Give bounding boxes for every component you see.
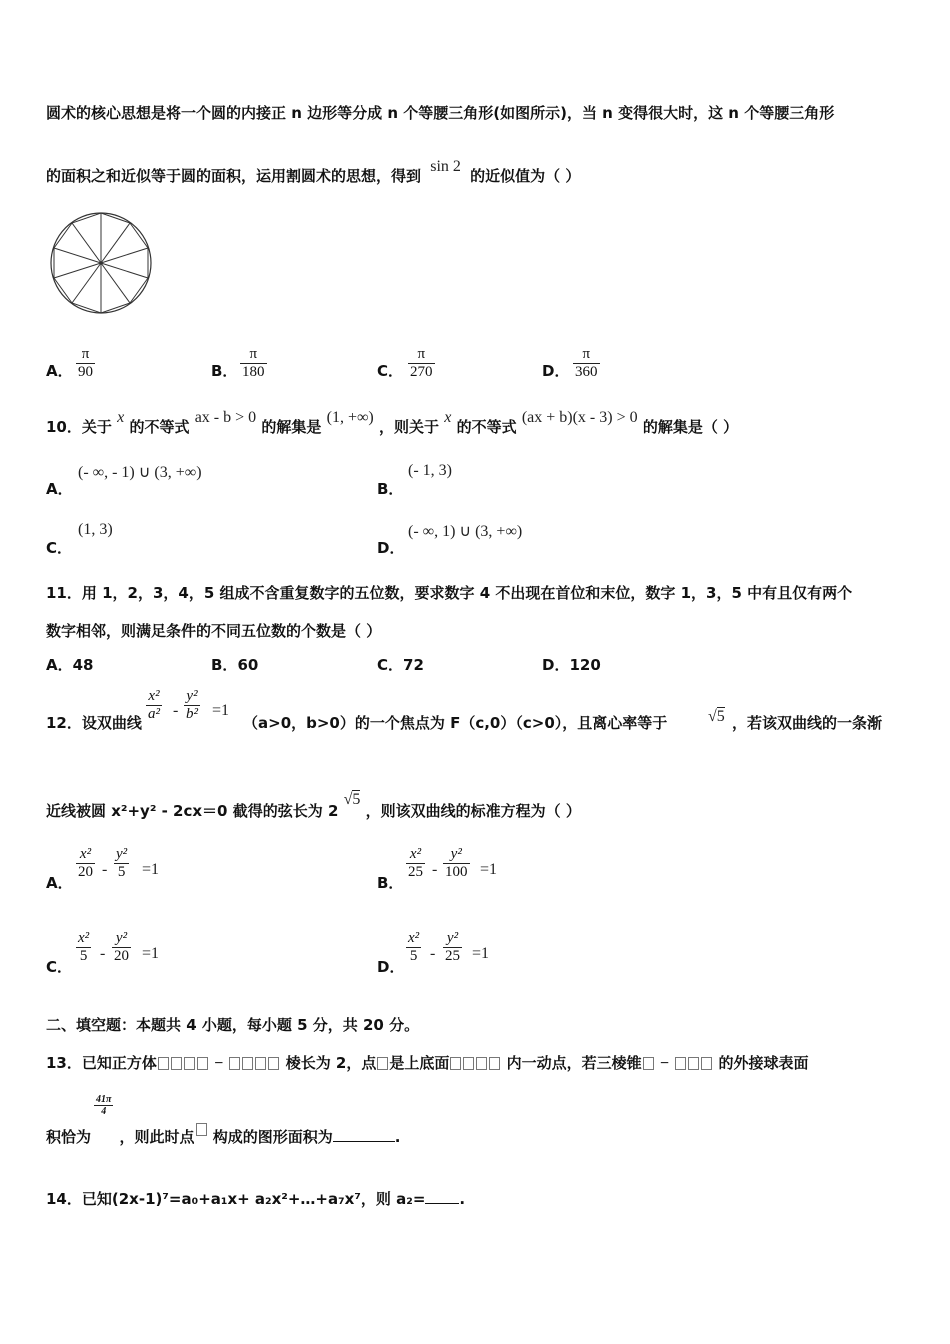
q12-prefix: 12．设双曲线	[46, 714, 142, 732]
q9-option-a-label: A．	[46, 362, 73, 380]
q11-option-b: B．60	[211, 656, 259, 674]
q9-line2: 的面积之和近似等于圆的面积，运用割圆术的思想，得到 sin 2 的近似值为（ ）	[46, 158, 581, 185]
q12-frac-y: y² b²	[186, 688, 198, 722]
q12-stem-end: ，若该双曲线的一条渐	[732, 714, 883, 732]
q12-line2: 近线被圆 x²+y² - 2cx＝0 截得的弦长为 2 √5 ，则该双曲线的标准方程为（ ）	[46, 791, 581, 820]
section-heading-fill-in: 二、填空题：本题共 4 小题，每小题 5 分，共 20 分。	[46, 1016, 420, 1034]
q13-line2: 积恰为 ，则此时点 构成的图形面积为 .	[46, 1126, 400, 1147]
q10-option-a-value: (- ∞, - 1) ∪ (3, +∞)	[78, 464, 202, 481]
q11-option-a: A．48	[46, 656, 94, 674]
q10-option-c-value: (1, 3)	[78, 521, 113, 538]
q12-stem-mid: （a>0，b>0）的一个焦点为 F（c,0）（c>0），且离心率等于	[243, 714, 668, 732]
q10-option-c-label: C．	[46, 539, 73, 557]
q9-option-b-label: B．	[211, 362, 238, 380]
q13-answer-blank[interactable]	[333, 1141, 395, 1142]
q11-option-d: D．120	[542, 656, 601, 674]
q12-sqrt5: √5	[708, 708, 725, 725]
q10-option-d-label: D．	[377, 539, 405, 557]
q10-solution-set-1: (1, +∞)	[326, 409, 374, 426]
q11-option-c: C．72	[377, 656, 424, 674]
q10-option-b-value: (- 1, 3)	[408, 462, 452, 479]
q10-option-d-value: (- ∞, 1) ∪ (3, +∞)	[408, 523, 523, 540]
q14-stem: 14．已知(2x-1)⁷=a₀+a₁x+ a₂x²+…+a₇x⁷，则 a₂= .	[46, 1190, 466, 1208]
q10-option-a-label: A．	[46, 480, 73, 498]
q10-option-b-label: B．	[377, 480, 404, 498]
q9-option-c-label: C．	[377, 362, 404, 380]
q12-frac-x: x² a²	[148, 688, 160, 722]
circle-polygon-figure	[48, 210, 154, 316]
q9-option-b-value: π 180	[242, 346, 265, 380]
q9-line1: 圆术的核心思想是将一个圆的内接正 n 边形等分成 n 个等腰三角形(如图所示)，当 n 变得很大时，这 n 个等腰三角形	[46, 104, 835, 122]
q13-line1: 13．已知正方体 − 棱长为 2，点 是上底面 内一动点，若三棱锥 − 的外接球表面	[46, 1054, 809, 1072]
q10-inequality-2: (ax + b)(x - 3) > 0	[521, 409, 638, 426]
q13-area-fraction: 41π 4	[96, 1094, 112, 1117]
q10-inequality-1: ax - b > 0	[194, 409, 257, 426]
q11-line2: 数字相邻，则满足条件的不同五位数的个数是（ ）	[46, 622, 382, 640]
q14-answer-blank[interactable]	[425, 1203, 459, 1204]
q9-option-a-value: π 90	[78, 346, 93, 380]
q9-option-c-value: π 270	[410, 346, 433, 380]
q10-stem: 10．关于 x 的不等式 ax - b > 0 的解集是 (1, +∞) ，则关于 x 的不等式 (ax + b)(x - 3) > 0 的解集是（ ）	[46, 409, 739, 436]
q9-option-d-label: D．	[542, 362, 570, 380]
sin2-expression: sin 2	[430, 158, 461, 175]
q11-line1: 11．用 1，2，3，4，5 组成不含重复数字的五位数，要求数字 4 不出现在首位和末位，数字 1，3，5 中有且仅有两个	[46, 584, 853, 602]
q9-option-d-value: π 360	[575, 346, 598, 380]
